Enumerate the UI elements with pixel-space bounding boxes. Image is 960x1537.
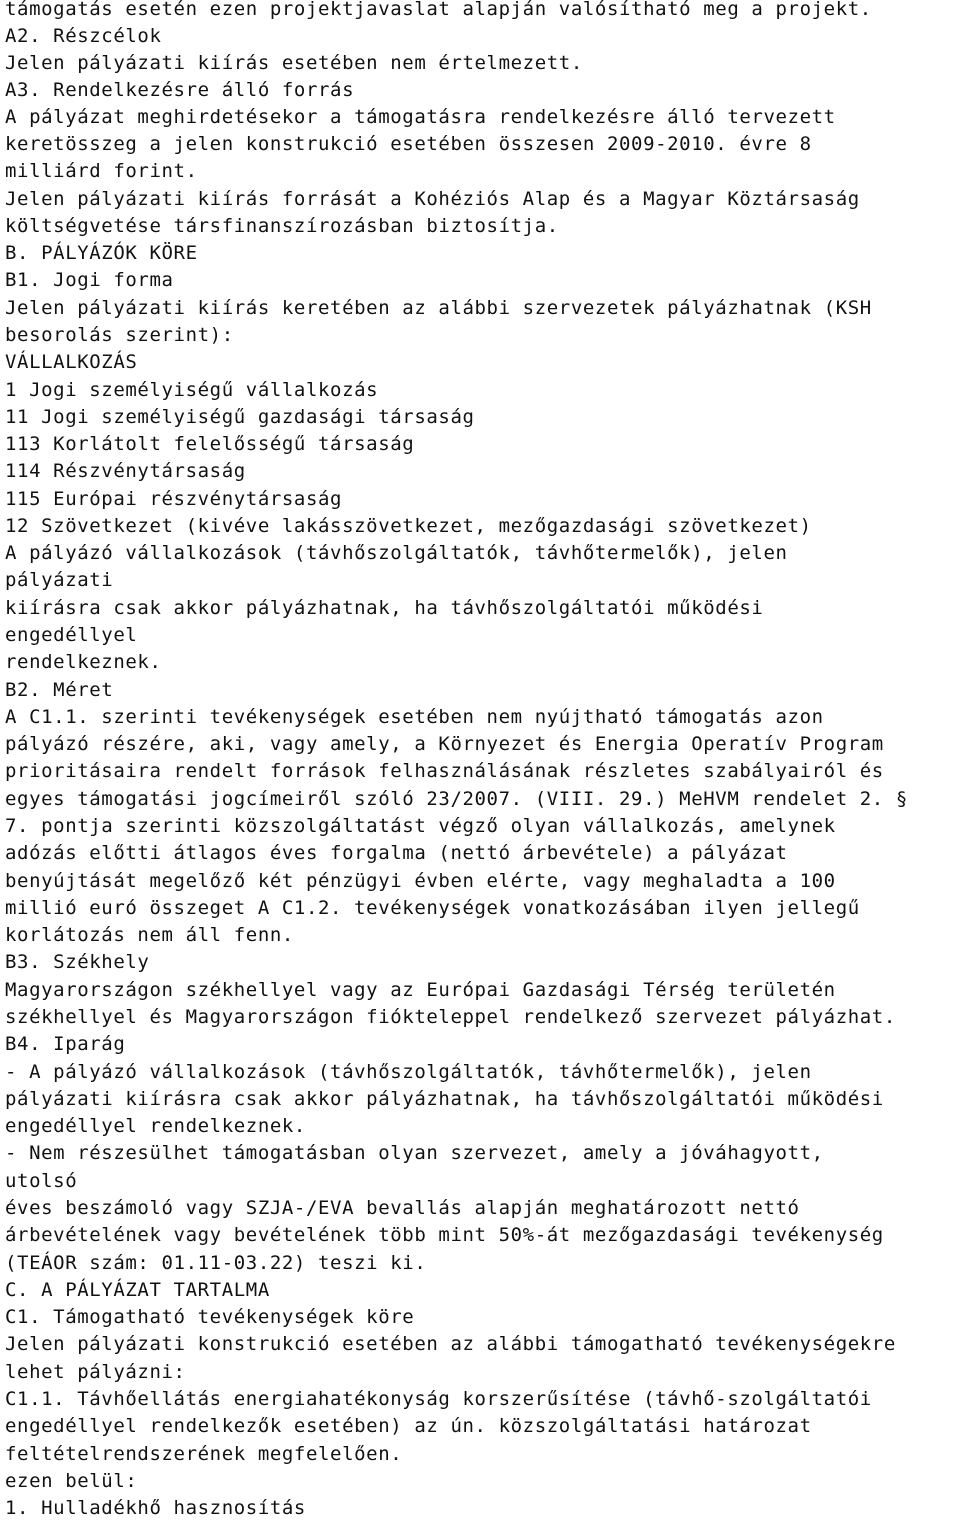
text-line: C1.1. Távhőellátás energiahatékonyság korszerűsítése (távhő-szolgáltatói	[5, 1388, 872, 1410]
section-heading: B3. Székhely	[5, 951, 150, 973]
list-item: 12 Szövetkezet (kivéve lakásszövetkezet, mezőgazdasági szövetkezet)	[5, 515, 812, 537]
text-line: engedéllyel	[5, 624, 138, 646]
text-line: éves beszámoló vagy SZJA-/EVA bevallás alapján meghatározott nettó	[5, 1197, 800, 1219]
text-line: milliárd forint.	[5, 160, 198, 182]
text-line: ezen belül:	[5, 1470, 138, 1492]
text-line: engedéllyel rendelkeznek.	[5, 1115, 306, 1137]
text-line: adózás előtti átlagos éves forgalma (nettó árbevétele) a pályázat	[5, 842, 788, 864]
text-line: pályázó részére, aki, vagy amely, a Környezet és Energia Operatív Program	[5, 733, 884, 755]
section-heading: B1. Jogi forma	[5, 269, 174, 291]
text-line: (TEÁOR szám: 01.11-03.22) teszi ki.	[5, 1252, 427, 1274]
text-line: A pályázó vállalkozások (távhőszolgáltatók, távhőtermelők), jelen	[5, 542, 788, 564]
text-line: kiírásra csak akkor pályázhatnak, ha távhőszolgáltatói működési	[5, 597, 764, 619]
text-line: árbevételének vagy bevételének több mint 50%-át mezőgazdasági tevékenység	[5, 1224, 884, 1246]
text-line: prioritásaira rendelt források felhasználásának részletes szabályairól és	[5, 760, 884, 782]
text-line: lehet pályázni:	[5, 1361, 186, 1383]
text-line: egyes támogatási jogcímeiről szóló 23/2007. (VIII. 29.) MeHVM rendelet 2. §	[5, 788, 908, 810]
text-line: székhellyel és Magyarországon fióktelеppel rendelkező szervezet pályázhat.	[5, 1006, 896, 1028]
section-heading: B2. Méret	[5, 679, 114, 701]
section-heading: C. A PÁLYÁZAT TARTALMA	[5, 1279, 270, 1301]
list-item: 115 Európai részvénytársaság	[5, 488, 343, 510]
text-line: engedéllyel rendelkezők esetében) az ún. közszolgáltatási határozat	[5, 1415, 812, 1437]
text-line: pályázati	[5, 569, 114, 591]
text-line: keretösszeg a jelen konstrukció esetében összesen 2009-2010. évre 8	[5, 133, 812, 155]
text-line: Jelen pályázati kiírás esetében nem értelmezett.	[5, 52, 583, 74]
list-item: 11 Jogi személyiségű gazdasági társaság	[5, 406, 475, 428]
list-item: 114 Részvénytársaság	[5, 460, 246, 482]
text-line: Jelen pályázati konstrukció esetében az alábbi támogatható tevékenységekre	[5, 1333, 896, 1355]
text-line: A pályázat meghirdetésekor a támogatásra rendelkezésre álló tervezett	[5, 106, 836, 128]
section-heading: C1. Támogatható tevékenységek köre	[5, 1306, 415, 1328]
text-line: támogatás esetén ezen projektjavaslat alapján valósítható meg a projekt.	[5, 0, 872, 20]
text-line: benyújtását megelőző két pénzügyi évben elérte, vagy meghaladta a 100	[5, 870, 836, 892]
list-item: 113 Korlátolt felelősségű társaság	[5, 433, 415, 455]
list-item: 1. Hulladékhő hasznosítás	[5, 1497, 306, 1519]
text-line: feltételrendszerének megfelelően.	[5, 1443, 403, 1465]
text-line: költségvetése társfinanszírozásban biztosítja.	[5, 215, 559, 237]
text-line: rendelkeznek.	[5, 651, 162, 673]
text-line: Jelen pályázati kiírás forrását a Kohéziós Alap és a Magyar Köztársaság	[5, 188, 860, 210]
text-line: A C1.1. szerinti tevékenységek esetében nem nyújtható támogatás azon	[5, 706, 824, 728]
text-line: - Nem részesülhet támogatásban olyan szervezet, amely a jóváhagyott,	[5, 1142, 824, 1164]
text-line: 7. pontja szerinti közszolgáltatást végző olyan vállalkozás, amelynek	[5, 815, 836, 837]
text-line: pályázati kiírásra csak akkor pályázhatnak, ha távhőszolgáltatói működési	[5, 1088, 884, 1110]
text-line: millió euró összeget A C1.2. tevékenységek vonatkozásában ilyen jellegű	[5, 897, 860, 919]
document-page	[5, 0, 957, 1537]
section-heading: B4. Iparág	[5, 1033, 126, 1055]
text-line: - A pályázó vállalkozások (távhőszolgáltatók, távhőtermelők), jelen	[5, 1061, 812, 1083]
text-line: korlátozás nem áll fenn.	[5, 924, 294, 946]
text-line: Jelen pályázati kiírás keretében az alábbi szervezetek pályázhatnak (KSH	[5, 297, 872, 319]
section-heading: A2. Részcélok	[5, 25, 162, 47]
list-item: 1 Jogi személyiségű vállalkozás	[5, 379, 379, 401]
text-line: utolsó	[5, 1170, 78, 1192]
text-line: besorolás szerint):	[5, 324, 234, 346]
section-heading: VÁLLALKOZÁS	[5, 351, 138, 373]
text-line: Magyarországon székhellyel vagy az Európai Gazdasági Térség területén	[5, 979, 836, 1001]
section-heading: B. PÁLYÁZÓK KÖRE	[5, 242, 198, 264]
section-heading: A3. Rendelkezésre álló forrás	[5, 79, 355, 101]
